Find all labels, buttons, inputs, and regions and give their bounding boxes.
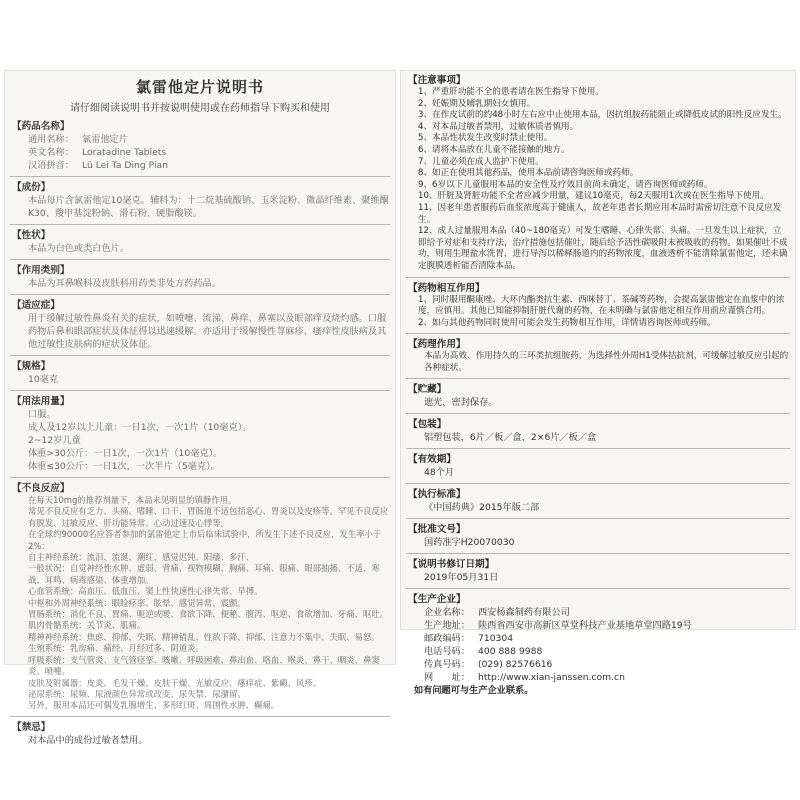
precaution-item: 7、儿童必须在成人监护下使用。 [418, 156, 544, 167]
precaution-item: 5、本品性状发生改变时禁止使用。 [418, 133, 553, 144]
manufacturer-row [424, 632, 790, 645]
precaution-item: 1、严重肝功能不全的患者请在医生指导下使用。 [418, 87, 604, 97]
interaction-item: 2、如与其他药物同时使用可能会发生药物相互作用，详情请咨询医师或药师。 [418, 317, 716, 328]
dosage-line: 体重>30公斤：一日1次，一次1片（10毫克）。 [28, 448, 223, 459]
leaflet-left-panel [4, 70, 396, 746]
row-key: 生产地址： [424, 620, 470, 632]
section-approval [408, 523, 790, 549]
row-value: 西安杨森制药有限公司 [478, 607, 570, 619]
section-heading: 【规格】 [12, 361, 51, 372]
manufacturer-row [424, 658, 790, 671]
section-adverse-reactions [12, 482, 390, 712]
dosage-line: 体重≤30公斤：一日1次，一次半片（5毫克）。 [28, 461, 220, 472]
adverse-reaction-line: 胃肠系统：消化不良、胃痛、呃逆或嗳、食欲下降、便秘、腹泻、呕逆、食欲增加、牙痛、呕吐。 [28, 609, 389, 620]
manufacturer-row [424, 606, 790, 619]
row-key: 通用名称： [28, 134, 74, 145]
pharmacology-text: 本品为高效、作用持久的三环类抗组胺药，为选择性外周H1受体拮抗剂，可缓解过敏反应引起的各种症状。 [424, 351, 789, 373]
drug-name-row [28, 159, 390, 172]
row-value: 陕西省西安市高新区草堂科技产业基地草堂四路19号 [478, 620, 692, 632]
adverse-lines [12, 495, 390, 712]
adverse-reaction-line: 心血管系统：高血压、低血压、窦上性快速性心律失常、早搏。 [28, 586, 263, 597]
row-key: 网 址： [424, 672, 470, 684]
row-key: 汉语拼音： [28, 160, 74, 171]
section-revision-date [408, 558, 790, 584]
section-validity [408, 453, 790, 479]
row-value: (029) 82576616 [478, 659, 553, 671]
divider [10, 176, 390, 177]
section-heading: 【说明书修订日期】 [408, 559, 495, 571]
manufacturer-rows [408, 606, 790, 684]
drug-name-row [28, 133, 390, 146]
divider [10, 224, 390, 225]
approval-text: 国药准字H20070030 [424, 537, 515, 549]
divider [406, 483, 790, 484]
section-heading: 【药理作用】 [408, 339, 466, 351]
row-value: 氯雷他定片 [82, 134, 128, 145]
section-heading: 【执行标准】 [408, 489, 466, 501]
section-composition [12, 181, 390, 220]
section-heading: 【注意事项】 [408, 75, 466, 86]
validity-text: 48个月 [424, 467, 455, 479]
leaflet-subtitle: 请仔细阅读说明书并按说明使用或在药师指导下购买和使用 [70, 103, 330, 114]
package-text: 铝塑包装，6片／板／盒，2×6片／板／盒 [424, 432, 597, 444]
divider [406, 378, 790, 379]
section-interactions [408, 282, 790, 330]
manufacturer-row [424, 645, 790, 658]
section-dosage [12, 395, 390, 473]
divider [406, 518, 790, 519]
dosage-line: 成人及12岁以上儿童：一日1次，一次1片（10毫克）。 [28, 422, 252, 433]
precaution-item: 3、在作皮试前的约48小时左右应中止使用本品，因抗组胺药能阻止或降低皮试的阳性反应发生。 [418, 110, 787, 121]
section-heading: 【禁忌】 [12, 721, 51, 733]
contra-text: 对本品中的成份过敏者禁用。 [28, 734, 148, 746]
section-heading: 【药品名称】 [12, 121, 70, 132]
precaution-item: 8、如正在使用其他药品，使用本品前请咨询医师或药师。 [418, 168, 639, 179]
divider [10, 294, 390, 295]
section-heading: 【药物相互作用】 [408, 282, 485, 294]
divider [406, 588, 790, 589]
divider [406, 448, 790, 449]
section-heading: 【成份】 [12, 182, 51, 193]
section-contraindications [12, 721, 390, 747]
section-heading: 【不良反应】 [12, 483, 70, 494]
precaution-item: 11、因老年患者服药后血浆浓度高于健康人，故老年患者长期应用本品时需密切注意不良反应发生。 [418, 202, 782, 225]
adverse-reaction-line: 肌肉骨骼系统：关节炎、肌痛。 [28, 620, 146, 631]
adverse-reaction-line: 皮肤及附属器：皮炎、毛发干燥、皮肤干燥、光敏反应、瘙痒症、紫癜、风疹。 [28, 677, 322, 688]
divider [406, 553, 790, 554]
section-pharmacology [408, 338, 790, 374]
precaution-item: 4、对本品过敏者禁用，过敏体质者慎用。 [418, 121, 579, 132]
adverse-reaction-line: 生殖系统：乳房痛、痛经、月经过多、阴道炎。 [28, 643, 204, 654]
divider [10, 259, 390, 260]
section-heading: 【作用类别】 [12, 265, 70, 276]
row-key: 企业名称： [424, 607, 470, 619]
adverse-reaction-line: 呼吸系统：支气管炎、支气管痉挛、咳嗽、呼吸困难、鼻出血、咯血、喉炎、鼻干、咽炎、鼻窦炎、喷嚏。 [28, 654, 380, 677]
row-value: 400 888 9988 [478, 646, 543, 658]
row-value: http://www.xian-janssen.com.cn [478, 672, 625, 684]
section-heading: 【用法用量】 [12, 396, 70, 407]
adverse-reaction-line: 常见不良反应有乏力、头痛、嗜睡、口干、胃肠道不适包括恶心、胃炎以及皮疹等。罕见不良反应有脱发、过敏反应、肝功能异常、心动过速及心悸等。 [28, 506, 389, 528]
row-value: 710304 [478, 633, 514, 645]
section-standard [408, 488, 790, 514]
drug-name-row [28, 146, 390, 159]
section-heading: 【性状】 [12, 230, 51, 241]
divider [10, 390, 390, 391]
adverse-reaction-line: 泌尿系统：尿频、尿液颜色异常或改变、尿失禁、尿潴留。 [28, 688, 246, 699]
divider [10, 477, 390, 478]
precautions-list [408, 87, 790, 273]
leaflet-right-panel [400, 70, 796, 697]
precaution-item: 12、成人过量服用本品（40~180毫克）可发生嗜睡、心律失常、头痛。一旦发生以上症状，立即给予对症和支持疗法，治疗措施包括催吐，随后给予活性碳吸附未被吸收的药物。如果催吐不成功，则用生理盐水洗胃，进行导泻以稀释肠道内的药物浓度，血液透析不能清除氯雷他定，还未确定腹膜透析能否清除本品。 [418, 226, 788, 271]
row-key: 英文名称： [28, 147, 74, 158]
interaction-item: 1、同时服用酮康唑、大环内酯类抗生素、西咪替丁、茶碱等药物，会提高氯雷他定在血浆中的浓度，应慎用。其他已知能抑制肝脏代谢的药物，在未明确与氯雷他定相互作用前应谨慎合用。 [418, 294, 785, 317]
precaution-item: 10、肝脏及肾脏功能不全者应减少用量，建议10毫克，每2天服用1次或在医生指导下使用。 [418, 191, 769, 202]
section-manufacturer [408, 593, 790, 697]
category-text: 本品为耳鼻喉科及皮肤科用药类非处方药药品。 [28, 278, 221, 289]
section-heading: 【包装】 [408, 419, 447, 431]
row-key: 邮政编码： [424, 633, 470, 645]
adverse-reaction-line: 在全球约90000名应答者参加的氯雷他定上市后临床试验中，所发生下述不良反应，发生率小于2%： [28, 529, 382, 551]
drug-name-rows [12, 133, 390, 172]
divider [406, 277, 790, 278]
dosage-lines [12, 408, 390, 473]
divider [10, 355, 390, 356]
adverse-reaction-line: 中枢和外周神经系统：眼睑痉挛、眩晕、感觉异常、震颤。 [28, 597, 246, 608]
adverse-reaction-line: 在每天10mg的推荐剂量下，本品未见明显的镇静作用。 [28, 495, 237, 505]
row-value: Lü Lei Ta Ding Pian [82, 160, 168, 171]
dosage-line: 口服。 [28, 409, 56, 420]
storage-text: 遮光，密封保存。 [424, 397, 498, 409]
precaution-item: 6、请将本品放在儿童不能接触的地方。 [418, 144, 570, 155]
section-category [12, 264, 390, 290]
standard-text: 《中国药典》2015年版二部 [424, 502, 540, 514]
section-indications [12, 299, 390, 351]
manufacturer-row [424, 619, 790, 632]
section-package [408, 418, 790, 444]
row-value: Loratadine Tablets [82, 147, 167, 158]
adverse-reaction-line: 自主神经系统：流泪、流涎、潮红、感觉迟钝、阳痿、多汗、 [28, 552, 255, 563]
manufacturer-footer: 如有问题可与生产企业联系。 [414, 685, 534, 697]
leaflet-title: 氯雷他定片说明书 [135, 78, 264, 96]
section-heading: 【有效期】 [408, 454, 456, 466]
character-text: 本品为白色或类白色片。 [28, 243, 130, 254]
section-character [12, 229, 390, 255]
adverse-reaction-line: 一般状况：自觉神经性水肿、虚弱、背痛、视物模糊、胸痛、耳痛、眼痛、眼部抽搐、不适、寒战、耳鸣、病毒感染、体重增加。 [28, 563, 380, 585]
adverse-reaction-line: 精神神经系统：焦虑、抑郁、失眠、精神错乱、性欲下降、抑郁、注意力不集中、失眠、易怒。 [28, 631, 380, 642]
composition-text: 本品每片含氯雷他定10毫克。辅料为：十二烷基硫酸钠、玉米淀粉、微晶纤维素、聚维酮K30、羧甲基淀粉钠、滑石粉、硬脂酸镁。 [28, 195, 389, 219]
section-precautions [408, 74, 790, 273]
divider [10, 716, 390, 717]
indications-text: 用于缓解过敏性鼻炎有关的症状，如喷嚏、流涕、鼻痒、鼻塞以及眼部痒及烧灼感。口服药物后鼻和眼部症状及体征得以迅速缓解。亦适用于缓解慢性荨麻疹、瘙痒性皮肤病及其他过敏性皮肤病的症状及体征。 [28, 313, 387, 350]
section-heading: 【贮藏】 [408, 384, 447, 396]
precaution-item: 9、6岁以下儿童服用本品的安全性及疗效目前尚未确定，请咨询医师或药师。 [418, 179, 713, 190]
section-spec [12, 360, 390, 386]
revision-text: 2019年05月31日 [424, 572, 499, 584]
interactions-list [408, 295, 790, 330]
precaution-item: 2、妊娠期及哺乳期妇女慎用。 [418, 98, 536, 109]
row-key: 电话号码： [424, 646, 470, 658]
spec-text: 10毫克 [28, 374, 59, 385]
manufacturer-row [424, 671, 790, 684]
section-heading: 【批准文号】 [408, 524, 466, 536]
section-heading: 【生产企业】 [408, 594, 466, 606]
dosage-line: 2~12岁儿童 [28, 435, 81, 446]
row-key: 传真号码： [424, 659, 470, 671]
section-drug-name [12, 120, 390, 172]
section-heading: 【适应症】 [12, 300, 60, 311]
adverse-reaction-line: 另外，服用本品还可偶发乳腺增生、多形红斑、周围性水肿、癫痫。 [28, 700, 280, 711]
section-storage [408, 383, 790, 409]
divider [406, 333, 790, 334]
divider [406, 413, 790, 414]
